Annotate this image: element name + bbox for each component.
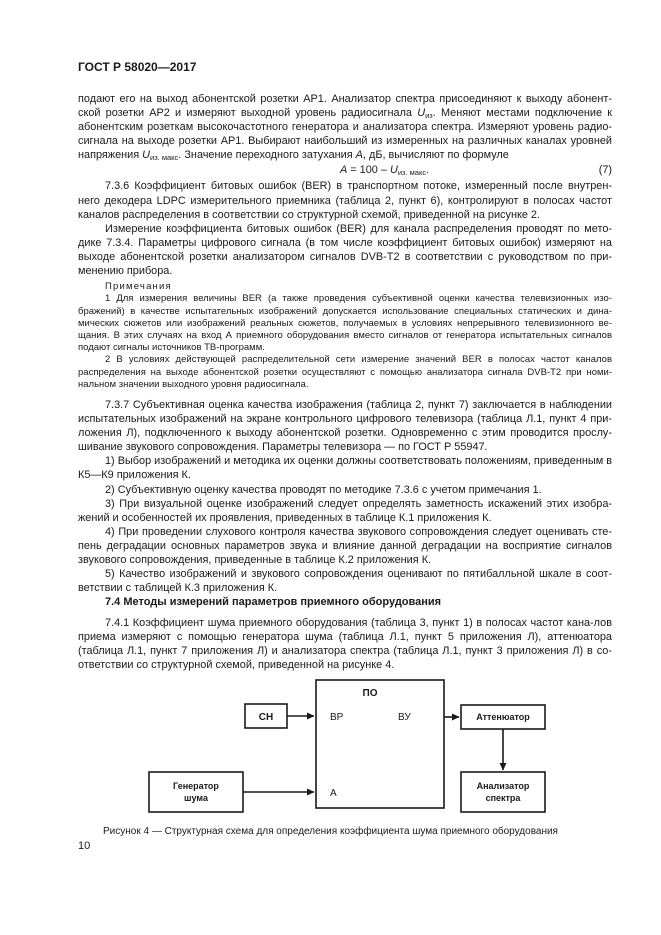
section-heading: 7.4 Методы измерений параметров приемного оборудования	[105, 596, 442, 608]
label-attenuator: Аттенюатор	[476, 712, 530, 722]
document-header: ГОСТ Р 58020—2017	[78, 60, 197, 74]
list-item: 1) Выбор изображений и методика их оценки должны соответствовать положениям, приведенным в К5—К9 приложения К.	[78, 455, 613, 482]
noise-generator-box	[149, 772, 243, 812]
list-item: 5) Качество изображений и звукового сопровождения оценивают по пятибалльной шкале в соот-ветствии с таблицей К.3 приложения К.	[78, 568, 612, 595]
figure-caption: Рисунок 4 — Структурная схема для определения коэффициента шума приемного оборудования	[103, 826, 558, 837]
label-a: А	[330, 788, 337, 799]
paragraph-continuation: подают его на выход абонентской розетки АР1. Анализатор спектра присоединяют к выходу абонент-ской розетки АР2 и измеряют выходной уровень радиосигнала $U_{из}$. Меняют местами подключение к абонентским розеткам высокочастотного генератора и анализатора спектра. Измеряют уровень радио-сигнала на выходе розетки АР1. Выбирают наибольший из измеренных на различных каналах уровней напряжения $U_{из. макс}$. Значение переходного затухания А, дБ, вычисляют по формуле	[78, 93, 612, 163]
label-generator: Генератор	[173, 781, 219, 791]
formula-7: $А = 100 - U_{из. макс}$. (7)	[340, 164, 612, 178]
page-number: 10	[78, 840, 91, 852]
paragraph-7-4-1: 7.4.1 Коэффициент шума приемного оборудования (таблица 3, пункт 1) в полосах частот кана-лов приема измеряют с помощью генератора шума (таблица Л.1, пункт 5 приложения Л), аттенюатора (таблица Л.1, пункт 7 приложения Л) и анализатора спектра (таблица Л.1, пункт 3 приложения Л) в со-ответствии со структурной схемой, приведенной на рисунке 4.	[78, 617, 612, 672]
note-2: 2 В условиях действующей распределительной сети измерение значений BER в полосах частот каналов распределения на выходе абонентской розетки осуществляют с помощью анализатора сигнала DVB-T2 при номи-нальном значении выходного уровня радиосигнала.	[78, 354, 612, 390]
label-vu: ВУ	[398, 712, 411, 723]
notes-heading: Примечания	[105, 281, 172, 293]
list-item: 2) Субъективную оценку качества проводят по методике 7.3.6 с учетом примечания 1.	[105, 483, 542, 496]
spectrum-analyzer-box	[461, 772, 545, 812]
note-1: 1 Для измерения величины BER (а также проведения субъективной оценки качества телевизионных изо-бражений) в качестве испытательных изображений допускается использование специальных статических и дина-мических сюжетов или изображений реальных сюжетов, получаемых в условиях непрерывного телевизионного ве-щания. В этих случаях на вход А приемного оборудования вместо сигналов от генератора испытательных сигналов подают сигналы источников ТВ-программ.	[78, 293, 612, 354]
list-item: 3) При визуальной оценке изображений следует определять заметность искажений этих изобра-жений и особенностей их проявления, приведенных в таблице К.1 приложения К.	[78, 497, 612, 524]
label-generator-noise: шума	[184, 793, 208, 803]
label-po: ПО	[362, 688, 378, 699]
paragraph-7-3-7: 7.3.7 Субъективная оценка качества изображения (таблица 2, пункт 7) заключается в наблюдении испытательных изображений на экране контрольного цифрового телевизора (таблица Л.1, пункт 4 при-ложения Л), подключенного к выходу абонентской розетки. Одновременно с этим проводится прослу-шивание звукового сопровождения. Параметры телевизора — по ГОСТ Р 55947.	[78, 398, 612, 454]
label-analyzer: Анализатор	[476, 781, 530, 791]
list-item: 4) При проведении слухового контроля качества звукового сопровождения следует оценивать сте-пень деградации основных параметров звука и влияние данной деградации на восприятие сигналов звукового сопровождения, приведенные в таблице К.2 приложения К.	[78, 525, 612, 566]
label-analyzer-spectrum: спектра	[485, 793, 521, 803]
paragraph-7-3-6: 7.3.6 Коэффициент битовых ошибок (BER) в транспортном потоке, измеренный после внутрен-него декодера LDPC измерительного приемника (таблица 2, пункт 6), контролируют в полосах частот каналов распределения в соответствии со структурной схемой, приведенной на рисунке 2.	[78, 180, 612, 221]
label-sn: СН	[258, 712, 274, 723]
formula-number: (7)	[598, 164, 612, 177]
paragraph-7-3-6-measurement: Измерение коэффициента битовых ошибок (BER) для канала распределения проводят по мето-дике 7.3.4. Параметры цифрового сигнала (в том числе коэффициент битовых ошибок) измеряют на выходе абонентской розетки анализатором сигналов DVB-T2 в соответствии с руководством по при-менению прибора.	[78, 222, 612, 278]
label-vr: ВР	[330, 712, 344, 723]
